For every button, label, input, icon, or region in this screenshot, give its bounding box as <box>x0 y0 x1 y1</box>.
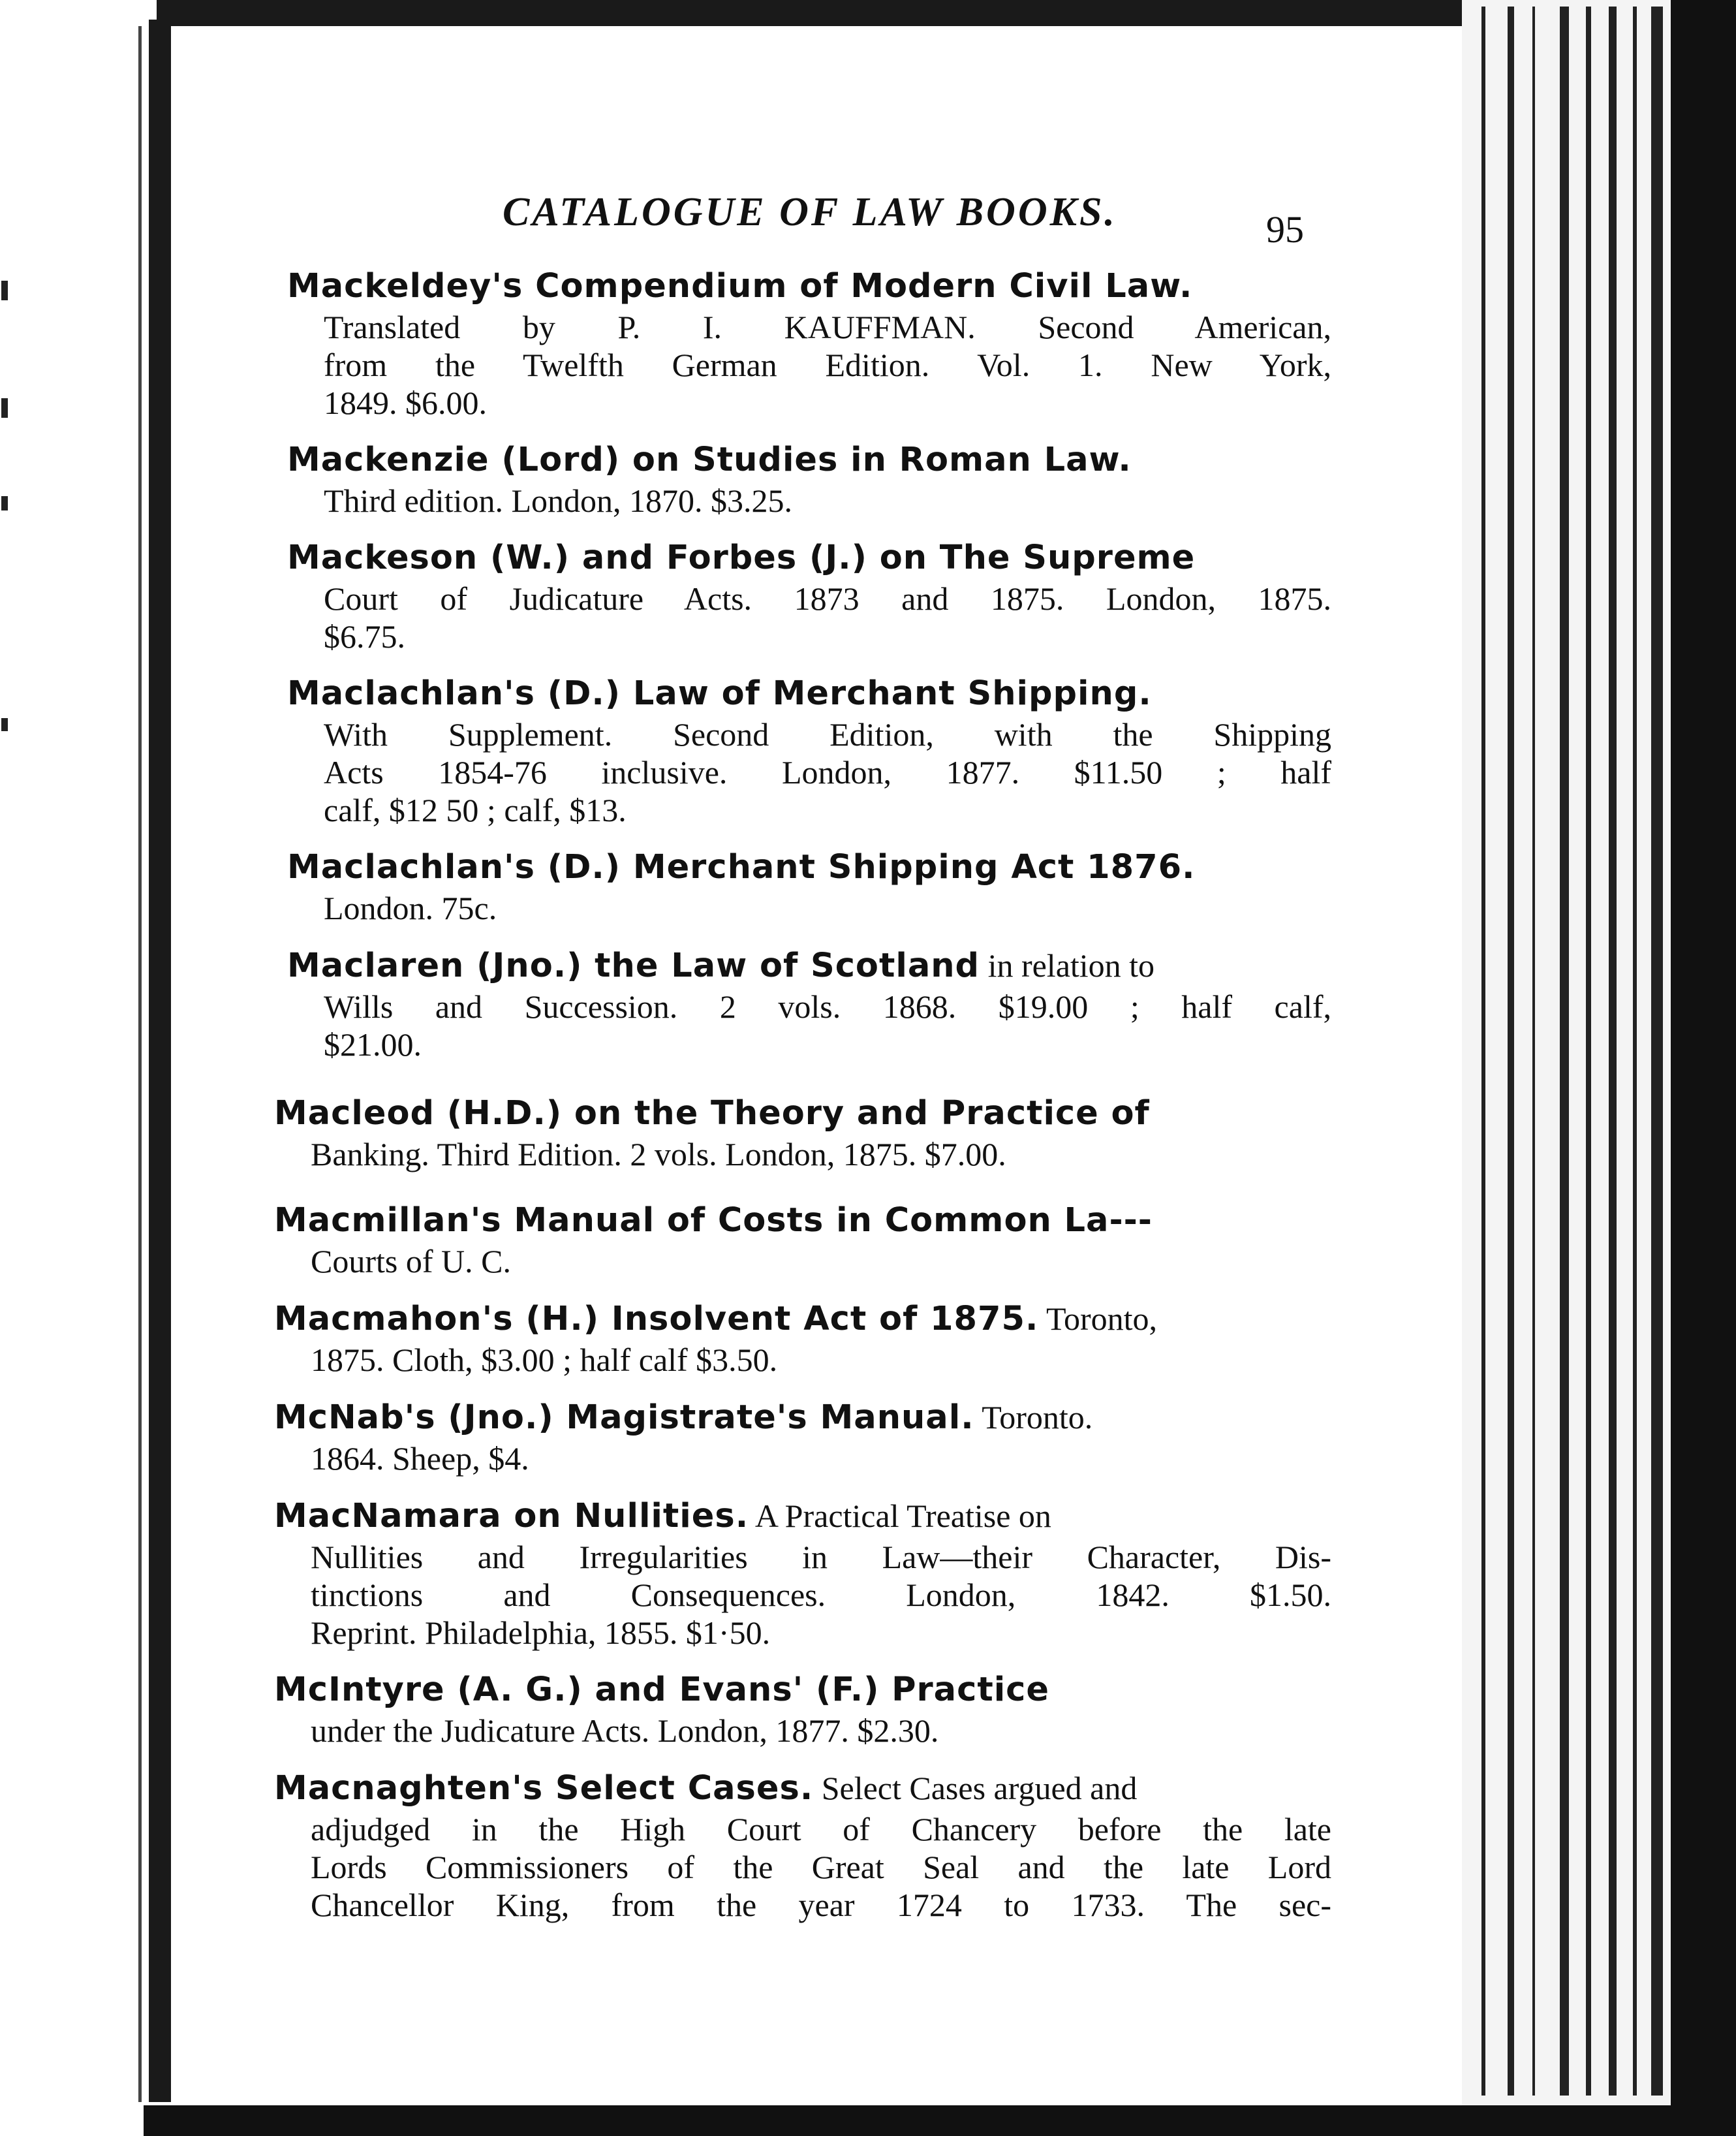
entry-heading-tail: A Practical Treatise on <box>749 1498 1051 1534</box>
entry-heading-tail: Select Cases argued and <box>813 1770 1138 1806</box>
catalogue-entry <box>287 537 1331 655</box>
entry-line: Court of Judicature Acts. 1873 and 1875. London, 1875. <box>324 580 1331 617</box>
entry-line: Translated by P. I. KAUFFMAN. Second American, <box>324 309 1331 345</box>
entry-heading: Macmillan's Manual of Costs in Common La--- <box>274 1201 1153 1240</box>
catalogue-entry <box>274 1396 1331 1477</box>
entry-line: Third edition. London, 1870. $3.25. <box>324 482 792 519</box>
entry-line: Nullities and Irregularities in Law—their Character, Dis- <box>311 1539 1331 1575</box>
entry-line: With Supplement. Second Edition, with the Shipping <box>324 716 1331 753</box>
gutter-shadow <box>149 20 171 2102</box>
entry-line: Banking. Third Edition. 2 vols. London, 1875. $7.00. <box>311 1136 1006 1172</box>
entry-line: Acts 1854-76 inclusive. London, 1877. $11.50 ; half <box>324 754 1331 791</box>
entry-heading: MacNamara on Nullities. A Practical Treatise on <box>274 1497 1051 1535</box>
catalogue-entry <box>274 1494 1331 1652</box>
entry-line: 1875. Cloth, $3.00 ; half calf $3.50. <box>311 1342 778 1378</box>
entry-heading: McNab's (Jno.) Magistrate's Manual. Toronto. <box>274 1398 1093 1437</box>
entry-line: Reprint. Philadelphia, 1855. $1·50. <box>311 1614 771 1651</box>
entry-line: under the Judicature Acts. London, 1877. $2.30. <box>311 1712 939 1749</box>
entry-line: calf, $12 50 ; calf, $13. <box>324 792 627 828</box>
entry-heading: Macnaghten's Select Cases. Select Cases argued and <box>274 1769 1138 1808</box>
entry-heading-tail: in relation to <box>980 947 1155 984</box>
entry-heading: Maclachlan's (D.) Merchant Shipping Act 1876. <box>287 848 1196 887</box>
catalogue-entry <box>287 265 1331 422</box>
entry-line: 1849. $6.00. <box>324 385 487 421</box>
entry-heading: Maclachlan's (D.) Law of Merchant Shipping. <box>287 674 1152 713</box>
catalogue-entry <box>287 944 1331 1063</box>
scan-top-border <box>157 0 1501 26</box>
catalogue-entry <box>274 1297 1331 1379</box>
entry-heading-tail: Toronto. <box>974 1399 1093 1436</box>
entry-line: Wills and Succession. 2 vols. 1868. $19.00 ; half calf, <box>324 988 1331 1025</box>
entry-line: $21.00. <box>324 1026 422 1063</box>
entry-heading: Maclaren (Jno.) the Law of Scotland in relation to <box>287 947 1155 985</box>
catalogue-entry <box>274 1199 1331 1280</box>
entry-heading: Mackenzie (Lord) on Studies in Roman Law. <box>287 441 1132 479</box>
entry-line: $6.75. <box>324 618 405 655</box>
entry-line: Lords Commissioners of the Great Seal and the late Lord <box>311 1849 1331 1885</box>
entry-heading: Mackeson (W.) and Forbes (J.) on The Supreme <box>287 539 1196 577</box>
scan-right-border <box>1671 0 1736 2136</box>
entry-line: London. 75c. <box>324 890 497 926</box>
entry-heading: McIntyre (A. G.) and Evans' (F.) Practice <box>274 1671 1050 1709</box>
gutter-line <box>138 26 142 2102</box>
entry-heading: Macmahon's (H.) Insolvent Act of 1875. Toronto, <box>274 1300 1158 1338</box>
catalogue-entry <box>274 1767 1331 1924</box>
entry-line: from the Twelfth German Edition. Vol. 1. New York, <box>324 347 1331 383</box>
entry-line: Chancellor King, from the year 1724 to 1733. The sec- <box>311 1887 1331 1923</box>
entry-heading: Mackeldey's Compendium of Modern Civil Law. <box>287 267 1193 306</box>
entry-line: tinctions and Consequences. London, 1842. $1.50. <box>311 1577 1331 1613</box>
facing-page-edge <box>0 0 157 2136</box>
entry-line: Courts of U. C. <box>311 1243 511 1280</box>
running-head <box>287 176 1331 251</box>
entry-line: 1864. Sheep, $4. <box>311 1440 529 1477</box>
catalogue-entry <box>274 1092 1331 1173</box>
catalogue-entry <box>274 1669 1331 1750</box>
catalogue-entry <box>287 439 1331 520</box>
page-number: 95 <box>1266 208 1304 251</box>
catalogue-entry <box>287 846 1331 927</box>
scan-bottom-border <box>144 2105 1736 2136</box>
entry-heading: Macleod (H.D.) on the Theory and Practice of <box>274 1094 1150 1133</box>
catalogue-page <box>274 176 1331 1924</box>
running-title: CATALOGUE OF LAW BOOKS. <box>503 190 1117 234</box>
entry-heading-tail: Toronto, <box>1038 1300 1158 1337</box>
catalogue-entry <box>287 672 1331 829</box>
entry-line: adjudged in the High Court of Chancery before the late <box>311 1811 1331 1847</box>
